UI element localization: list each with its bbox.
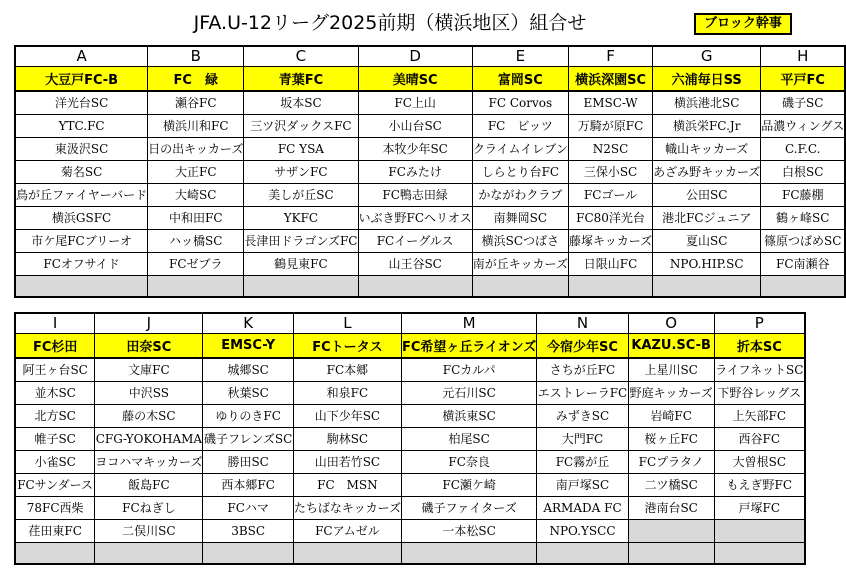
- team-cell: 西本郷FC: [203, 473, 293, 496]
- empty-cell: [472, 275, 568, 297]
- team-cell: FC南瀬谷: [761, 252, 845, 275]
- team-cell: FCイーグルス: [358, 229, 472, 252]
- team-row: [15, 427, 805, 450]
- team-cell: FC YSA: [244, 137, 358, 160]
- block-letter: G: [653, 46, 761, 66]
- block-letter: F: [568, 46, 652, 66]
- team-cell: FC Corvos: [472, 91, 568, 114]
- empty-cell: [653, 275, 761, 297]
- team-cell: 元石川SC: [402, 381, 537, 404]
- team-row: [15, 91, 845, 114]
- team-cell: 上矢部FC: [714, 404, 805, 427]
- empty-cell: [148, 275, 244, 297]
- team-cell: 万騎が原FC: [568, 114, 652, 137]
- team-cell: 磯子ファイターズ: [402, 496, 537, 519]
- team-cell: N2SC: [568, 137, 652, 160]
- block-leader-team: 今宿少年SC: [537, 333, 628, 358]
- team-cell: 戸塚FC: [714, 496, 805, 519]
- team-cell: 日の出キッカーズ: [148, 137, 244, 160]
- team-cell: FC上山: [358, 91, 472, 114]
- team-cell: 南戸塚SC: [537, 473, 628, 496]
- team-cell: 鶴見東FC: [244, 252, 358, 275]
- team-cell: クライムイレブン: [472, 137, 568, 160]
- team-cell: FC鴨志田緑: [358, 183, 472, 206]
- team-cell: 坂本SC: [244, 91, 358, 114]
- team-row: [15, 229, 845, 252]
- team-row: [15, 358, 805, 381]
- block-leader-team: 六浦毎日SS: [653, 66, 761, 91]
- team-cell: FC藤棚: [761, 183, 845, 206]
- team-cell: 鶴ヶ峰SC: [761, 206, 845, 229]
- team-cell: 阿王ヶ台SC: [15, 358, 95, 381]
- block-leader-team: 横浜深園SC: [568, 66, 652, 91]
- team-cell: 三ツ沢ダックスFC: [244, 114, 358, 137]
- team-cell: エストレーラFC: [537, 381, 628, 404]
- team-row: [15, 183, 845, 206]
- empty-cell: [761, 275, 845, 297]
- team-cell: 横浜東SC: [402, 404, 537, 427]
- block-letter: N: [537, 313, 628, 333]
- team-cell: CFG-YOKOHAMA: [95, 427, 203, 450]
- team-row: [15, 450, 805, 473]
- empty-row: [15, 542, 805, 564]
- block-letter: O: [628, 313, 714, 333]
- empty-cell: [15, 275, 148, 297]
- team-cell: 駒林SC: [293, 427, 401, 450]
- team-cell: 瀬谷FC: [148, 91, 244, 114]
- team-cell: FCみたけ: [358, 160, 472, 183]
- team-cell: 野庭キッカーズ: [628, 381, 714, 404]
- team-cell: FC MSN: [293, 473, 401, 496]
- empty-cell: [293, 542, 401, 564]
- block-letter: K: [203, 313, 293, 333]
- team-cell: 柏尾SC: [402, 427, 537, 450]
- team-cell: EMSC-W: [568, 91, 652, 114]
- empty-cell: [402, 542, 537, 564]
- team-cell: 下野谷レッグス: [714, 381, 805, 404]
- team-cell: 文庫FC: [95, 358, 203, 381]
- team-cell: NPO.YSCC: [537, 519, 628, 542]
- block-letter: E: [472, 46, 568, 66]
- team-cell: NPO.HIP.SC: [653, 252, 761, 275]
- group-table-a-h: [14, 45, 846, 298]
- team-cell: FC80洋光台: [568, 206, 652, 229]
- block-leader-team: 美晴SC: [358, 66, 472, 91]
- team-cell: ヨコハマキッカーズ: [95, 450, 203, 473]
- team-cell: 上星川SC: [628, 358, 714, 381]
- team-cell: FC本郷: [293, 358, 401, 381]
- team-row: [15, 473, 805, 496]
- empty-cell: [95, 542, 203, 564]
- block-leader-team: 青葉FC: [244, 66, 358, 91]
- team-cell: 勝田SC: [203, 450, 293, 473]
- team-cell: 大崎SC: [148, 183, 244, 206]
- team-cell: FC ビッツ: [472, 114, 568, 137]
- team-cell: 横浜GSFC: [15, 206, 148, 229]
- team-cell: 帷子SC: [15, 427, 95, 450]
- block-letter-row: [15, 313, 805, 333]
- team-row: [15, 252, 845, 275]
- team-cell: たちばなキッカーズ: [293, 496, 401, 519]
- team-cell: 洋光台SC: [15, 91, 148, 114]
- team-cell: 一本松SC: [402, 519, 537, 542]
- team-cell: 北方SC: [15, 404, 95, 427]
- team-cell: 中沢SS: [95, 381, 203, 404]
- group-table-i-p: [14, 312, 806, 565]
- team-cell: 公田SC: [653, 183, 761, 206]
- team-cell: さちが丘FC: [537, 358, 628, 381]
- block-leader-team: FC杉田: [15, 333, 95, 358]
- team-cell: FCプラタノ: [628, 450, 714, 473]
- team-row: [15, 404, 805, 427]
- team-row: [15, 496, 805, 519]
- team-cell: 鳥が丘ファイヤーバード: [15, 183, 148, 206]
- team-cell: 市ケ尾FCブリーオ: [15, 229, 148, 252]
- team-cell: 港南台SC: [628, 496, 714, 519]
- team-cell: 飯島FC: [95, 473, 203, 496]
- team-cell: もえぎ野FC: [714, 473, 805, 496]
- block-leader-team: 折本SC: [714, 333, 805, 358]
- block-leader-row: [15, 333, 805, 358]
- team-cell: 幟山キッカーズ: [653, 137, 761, 160]
- empty-cell: [203, 542, 293, 564]
- team-cell: ゆりのきFC: [203, 404, 293, 427]
- team-cell: 篠原つばめSC: [761, 229, 845, 252]
- team-cell: 品濃ウィングス: [761, 114, 845, 137]
- block-leader-team: KAZU.SC-B: [628, 333, 714, 358]
- team-cell: 長津田ドラゴンズFC: [244, 229, 358, 252]
- team-cell: ハッ橋SC: [148, 229, 244, 252]
- team-cell: 夏山SC: [653, 229, 761, 252]
- team-row: [15, 114, 845, 137]
- team-cell: 南舞岡SC: [472, 206, 568, 229]
- team-cell: 西谷FC: [714, 427, 805, 450]
- team-row: [15, 519, 805, 542]
- empty-cell: [714, 542, 805, 564]
- team-cell: 78FC西柴: [15, 496, 95, 519]
- empty-cell: [568, 275, 652, 297]
- team-cell: FCねぎし: [95, 496, 203, 519]
- team-cell: 美しが丘SC: [244, 183, 358, 206]
- team-cell: C.F.C.: [761, 137, 845, 160]
- team-cell: かながわクラブ: [472, 183, 568, 206]
- block-letter: C: [244, 46, 358, 66]
- block-coordinator-badge: ブロック幹事: [694, 13, 792, 35]
- block-letter: P: [714, 313, 805, 333]
- block-letter: M: [402, 313, 537, 333]
- team-cell: 磯子SC: [761, 91, 845, 114]
- team-cell: 港北FCジュニア: [653, 206, 761, 229]
- block-letter: A: [15, 46, 148, 66]
- team-cell: FCゼブラ: [148, 252, 244, 275]
- block-letter: J: [95, 313, 203, 333]
- team-cell: 南が丘キッカーズ: [472, 252, 568, 275]
- block-leader-team: FC 緑: [148, 66, 244, 91]
- team-cell: FCアムゼル: [293, 519, 401, 542]
- team-cell: 和泉FC: [293, 381, 401, 404]
- block-leader-team: FCトータス: [293, 333, 401, 358]
- team-cell: YKFC: [244, 206, 358, 229]
- team-cell: いぶき野FCヘリオス: [358, 206, 472, 229]
- team-cell: YTC.FC: [15, 114, 148, 137]
- team-cell: 本牧少年SC: [358, 137, 472, 160]
- team-cell: みずきSC: [537, 404, 628, 427]
- team-cell: 菊名SC: [15, 160, 148, 183]
- team-cell: [628, 519, 714, 542]
- team-cell: FC霧が丘: [537, 450, 628, 473]
- team-row: [15, 381, 805, 404]
- team-cell: [714, 519, 805, 542]
- team-cell: 並木SC: [15, 381, 95, 404]
- block-letter-row: [15, 46, 845, 66]
- team-cell: FCカルパ: [402, 358, 537, 381]
- team-cell: 二俣川SC: [95, 519, 203, 542]
- block-letter: D: [358, 46, 472, 66]
- team-cell: 大正FC: [148, 160, 244, 183]
- team-cell: ARMADA FC: [537, 496, 628, 519]
- team-row: [15, 137, 845, 160]
- team-cell: サザンFC: [244, 160, 358, 183]
- empty-cell: [358, 275, 472, 297]
- empty-cell: [244, 275, 358, 297]
- block-leader-team: 田奈SC: [95, 333, 203, 358]
- block-leader-team: 富岡SC: [472, 66, 568, 91]
- empty-cell: [628, 542, 714, 564]
- team-cell: 小雀SC: [15, 450, 95, 473]
- team-cell: 大曽根SC: [714, 450, 805, 473]
- team-cell: 大門FC: [537, 427, 628, 450]
- block-letter: I: [15, 313, 95, 333]
- page-title: JFA.U-12リーグ2025前期（横浜地区）組合せ: [193, 12, 587, 34]
- team-cell: FC奈良: [402, 450, 537, 473]
- team-cell: 秋葉SC: [203, 381, 293, 404]
- team-cell: 山田若竹SC: [293, 450, 401, 473]
- block-leader-team: 平戸FC: [761, 66, 845, 91]
- team-cell: 小山台SC: [358, 114, 472, 137]
- block-leader-team: FC希望ヶ丘ライオンズ: [402, 333, 537, 358]
- team-cell: 桜ヶ丘FC: [628, 427, 714, 450]
- team-cell: ライフネットSC: [714, 358, 805, 381]
- team-cell: 白根SC: [761, 160, 845, 183]
- team-cell: 磯子フレンズSC: [203, 427, 293, 450]
- team-cell: しらとり台FC: [472, 160, 568, 183]
- team-cell: FCオフサイド: [15, 252, 148, 275]
- block-letter: L: [293, 313, 401, 333]
- team-row: [15, 206, 845, 229]
- team-cell: あざみ野キッカーズ: [653, 160, 761, 183]
- team-cell: 二ツ橋SC: [628, 473, 714, 496]
- team-cell: 横浜川和FC: [148, 114, 244, 137]
- team-cell: FC瀬ケ崎: [402, 473, 537, 496]
- team-cell: 中和田FC: [148, 206, 244, 229]
- team-cell: 三保小SC: [568, 160, 652, 183]
- team-cell: FCサンダース: [15, 473, 95, 496]
- block-leader-row: [15, 66, 845, 91]
- team-cell: 横浜港北SC: [653, 91, 761, 114]
- empty-cell: [15, 542, 95, 564]
- team-cell: 荏田東FC: [15, 519, 95, 542]
- block-leader-team: EMSC-Y: [203, 333, 293, 358]
- team-cell: 藤塚キッカーズ: [568, 229, 652, 252]
- block-letter: H: [761, 46, 845, 66]
- team-cell: 横浜SCつばさ: [472, 229, 568, 252]
- team-cell: 藤の木SC: [95, 404, 203, 427]
- team-cell: 日限山FC: [568, 252, 652, 275]
- block-letter: B: [148, 46, 244, 66]
- team-cell: 山王谷SC: [358, 252, 472, 275]
- block-leader-team: 大豆戸FC-B: [15, 66, 148, 91]
- team-cell: 3BSC: [203, 519, 293, 542]
- empty-row: [15, 275, 845, 297]
- team-cell: 東汲沢SC: [15, 137, 148, 160]
- team-cell: 城郷SC: [203, 358, 293, 381]
- team-cell: FCハマ: [203, 496, 293, 519]
- team-row: [15, 160, 845, 183]
- team-cell: FCゴール: [568, 183, 652, 206]
- team-cell: 横浜栄FC.Jr: [653, 114, 761, 137]
- team-cell: 岩崎FC: [628, 404, 714, 427]
- team-cell: 山下少年SC: [293, 404, 401, 427]
- empty-cell: [537, 542, 628, 564]
